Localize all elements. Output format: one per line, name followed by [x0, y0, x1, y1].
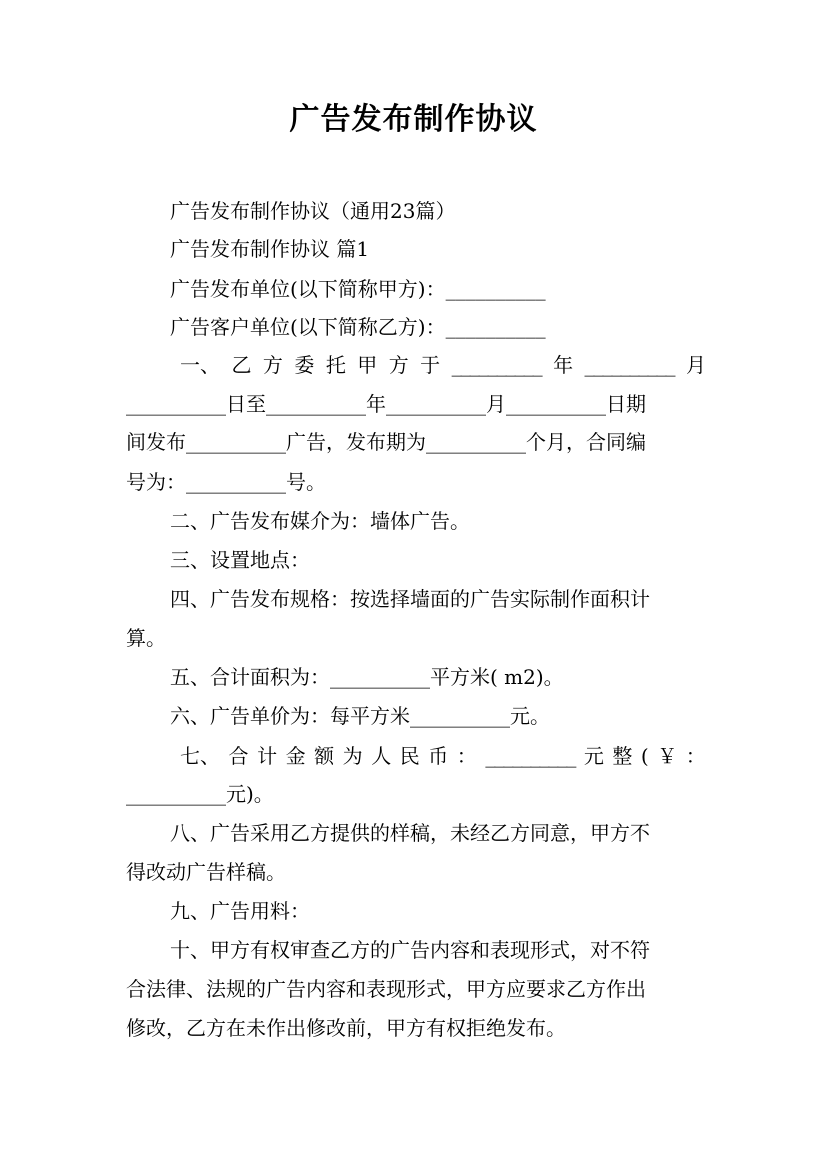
clause-text: 计: [257, 744, 278, 768]
clause-5: 五、合计面积为：__________平方米( m2)。: [170, 665, 564, 689]
clause-text: ：: [456, 744, 477, 768]
party-b-line: 广告客户单位(以下简称乙方)：__________: [170, 315, 546, 339]
clause-text: 月: [685, 353, 706, 377]
clause-8-line-1: 八、广告采用乙方提供的样稿，未经乙方同意，甲方不: [170, 821, 650, 845]
clause-9: 九、广告用料：: [170, 899, 310, 923]
clause-1-line-4: 号为：__________号。: [126, 470, 326, 494]
clause-text: 年: [553, 353, 574, 377]
clause-text: 合: [228, 744, 249, 768]
clause-text: 乙: [231, 353, 252, 377]
clause-text: 委: [294, 353, 315, 377]
clause-text: 托: [325, 353, 346, 377]
clause-7-line-1: [180, 737, 706, 775]
clause-2: 二、广告发布媒介为：墙体广告。: [170, 509, 470, 533]
clause-1-line-2: __________日至__________年__________月__________日期: [126, 392, 646, 416]
blank-field: __________: [584, 353, 675, 377]
clause-text: 币: [428, 744, 449, 768]
clause-text: 民: [399, 744, 420, 768]
clause-10-line-2: 合法律、法规的广告内容和表现形式，甲方应要求乙方作出: [126, 977, 646, 1001]
clause-text: 甲: [357, 353, 378, 377]
clause-10-line-3: 修改，乙方在未作出修改前，甲方有权拒绝发布。: [126, 1016, 566, 1040]
clause-4-line-1: 四、广告发布规格：按选择墙面的广告实际制作面积计: [170, 587, 650, 611]
clause-text: 金: [285, 744, 306, 768]
party-a-line: 广告发布单位(以下简称甲方)：__________: [170, 277, 546, 301]
blank-field: __________: [485, 744, 576, 768]
clause-3: 三、设置地点：: [170, 548, 310, 572]
document-title: 广告发布制作协议: [289, 102, 538, 137]
clause-1-line-1: [180, 346, 706, 384]
clause-text: 为: [342, 744, 363, 768]
clause-text: ：: [685, 744, 706, 768]
clause-text: 于: [420, 353, 441, 377]
clause-6: 六、广告单价为：每平方米__________元。: [170, 704, 550, 728]
clause-text: 额: [314, 744, 335, 768]
clause-10-line-1: 十、甲方有权审查乙方的广告内容和表现形式，对不符: [170, 938, 650, 962]
clause-text: 人: [371, 744, 392, 768]
clause-text: 方: [388, 353, 409, 377]
clause-text: 整: [612, 744, 633, 768]
clause-7-line-2: __________元)。: [126, 782, 274, 806]
blank-field: __________: [451, 353, 542, 377]
clause-text: 七、: [180, 744, 220, 768]
clause-text: 一、: [180, 353, 220, 377]
section-heading: 广告发布制作协议 篇1: [170, 237, 370, 261]
clause-1-line-3: 间发布__________广告，发布期为__________个月，合同编: [126, 430, 646, 454]
clause-text: (: [640, 744, 649, 768]
clause-text: 元: [583, 744, 604, 768]
document-subtitle: 广告发布制作协议（通用23篇）: [170, 199, 456, 223]
clause-8-line-2: 得改动广告样稿。: [126, 860, 286, 884]
clause-text: 方: [262, 353, 283, 377]
clause-4-line-2: 算。: [126, 626, 166, 650]
clause-text: ￥: [657, 744, 678, 768]
